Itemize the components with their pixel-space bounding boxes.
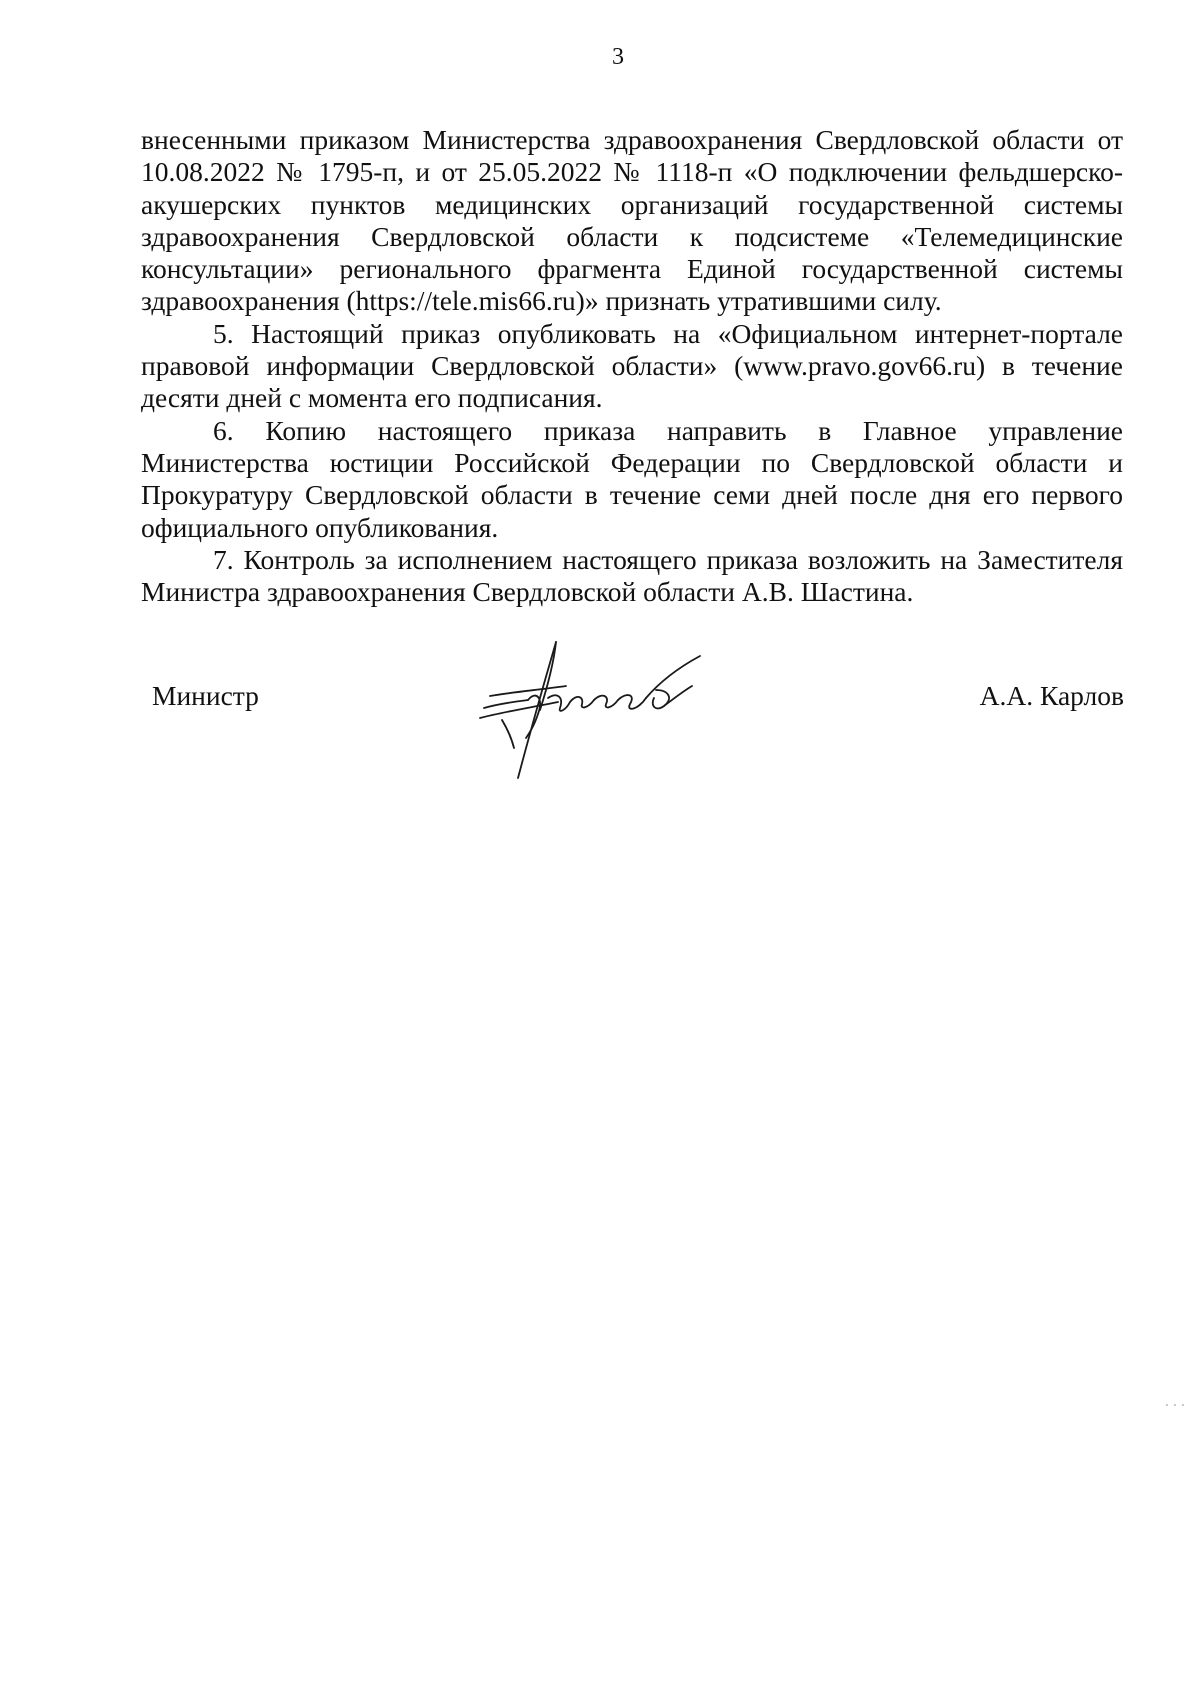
signer-position: Министр	[152, 680, 259, 711]
handwritten-signature	[478, 640, 748, 790]
signature-block	[0, 640, 1200, 790]
paragraph-continuation: внесенными приказом Министерства здравоохранения Свердловской области от 10.08.2022 № 1795-п, и от 25.05.2022 № 1118-п «О подключении фельдшерско-акушерских пунктов медицинских организаций государственной системы здравоохранения Свердловской области к подсистеме «Телемедицинские консультации» регионального фрагмента Единой государственной системы здравоохранения (https://tele.mis66.ru)» признать утратившими силу.	[141, 124, 1123, 317]
document-body	[141, 124, 1123, 608]
signer-name: А.А. Карлов	[979, 680, 1124, 711]
scan-artifact	[1166, 1402, 1190, 1408]
page-number: 3	[612, 44, 624, 70]
paragraph-item-7: 7. Контроль за исполнением настоящего приказа возложить на Заместителя Министра здравоохранения Свердловской области А.В. Шастина.	[141, 543, 1123, 608]
paragraph-item-5: 5. Настоящий приказ опубликовать на «Официальном интернет-портале правовой информации Свердловской области» (www.pravo.gov66.ru) в течение десяти дней с момента его подписания.	[141, 317, 1123, 414]
paragraph-item-6: 6. Копию настоящего приказа направить в Главное управление Министерства юстиции Российской Федерации по Свердловской области и Прокуратуру Свердловской области в течение семи дней после дня его первого официального опубликования.	[141, 414, 1123, 543]
